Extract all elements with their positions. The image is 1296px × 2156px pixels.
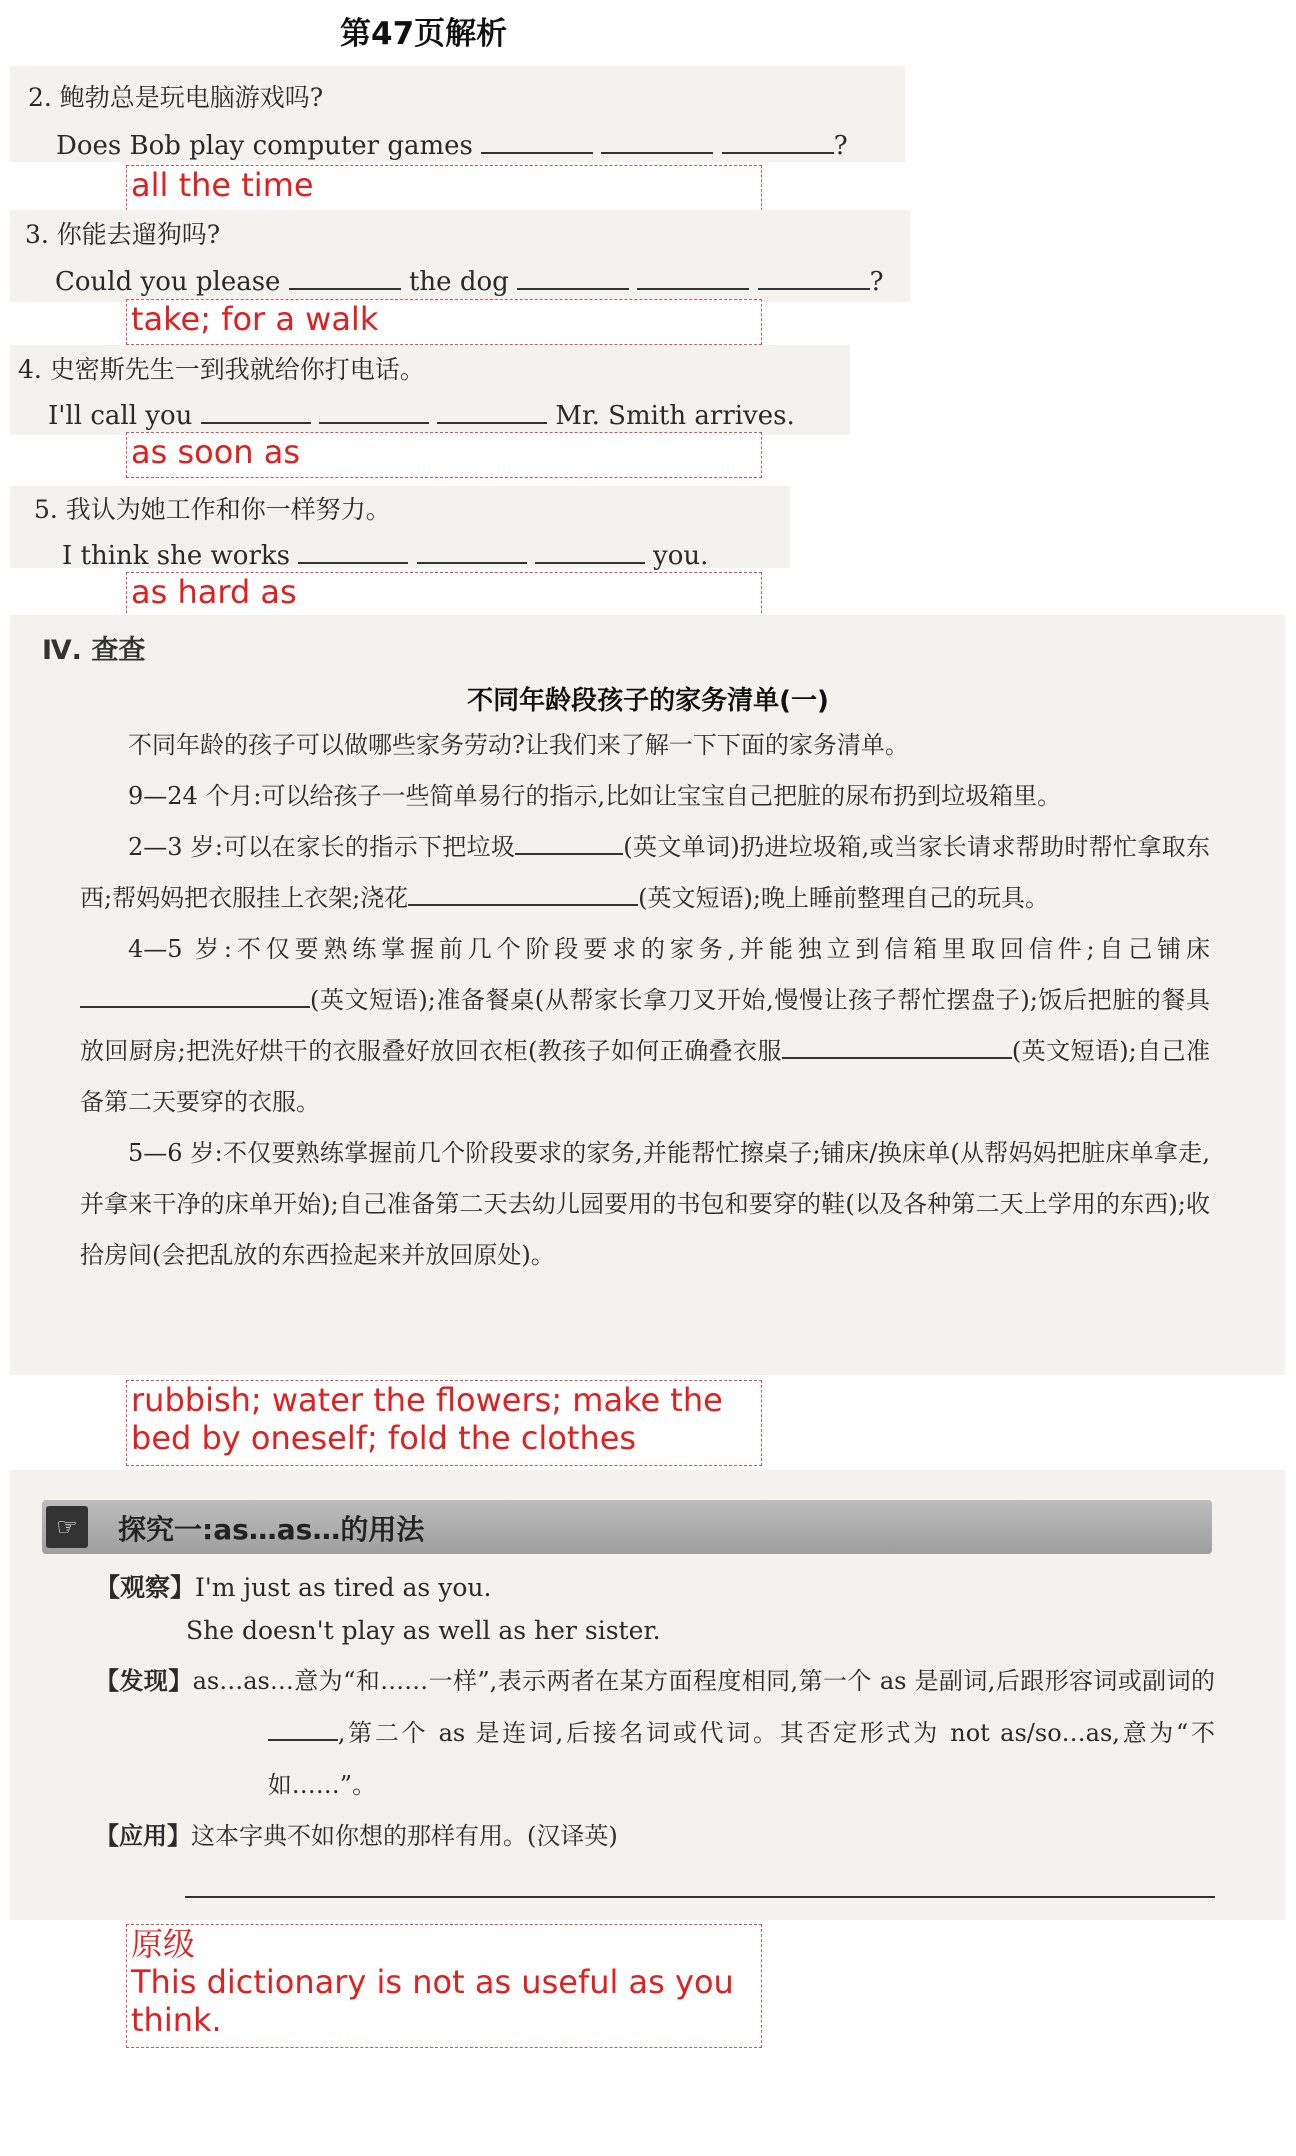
question-zh: 5. 我认为她工作和你一样努力。: [34, 495, 391, 524]
question-en: [56, 130, 848, 161]
text-part: as…as…意为“和……一样”,表示两者在某方面程度相同,第一个 as 是副词,后跟形容词或副词的: [192, 1667, 1215, 1695]
apply-label: 【应用】: [95, 1822, 191, 1850]
question-en-end: ?: [869, 267, 884, 297]
observe-label: 【观察】: [95, 1573, 196, 1602]
answer-box: [126, 1924, 762, 2048]
find-text: [95, 1655, 1215, 1811]
section-heading: Ⅳ. 查查: [42, 635, 146, 666]
paragraph: 5—6 岁:不仅要熟练掌握前几个阶段要求的家务,并能帮忙擦桌子;铺床/换床单(从帮妈妈把脏床单拿走,并拿来干净的床单开始);自己准备第二天去幼儿园要用的书包和要穿的鞋(以及各种第二天上学用的东西);收拾房间(会把乱放的东西捡起来并放回原处)。: [80, 1139, 1210, 1269]
question-zh: 4. 史密斯先生一到我就给你打电话。: [18, 355, 425, 384]
question-en-end: you.: [653, 541, 709, 571]
question-zh: 2. 鲍勃总是玩电脑游戏吗?: [28, 83, 324, 112]
question-en-start: Does Bob play computer games: [56, 131, 473, 161]
question-en-start: I'll call you: [48, 401, 193, 431]
question-en-end: ?: [833, 131, 848, 161]
text-part: ,第二个 as 是连词,后接名词或代词。其否定形式为 not as/so…as,意为“不如……”。: [267, 1719, 1215, 1799]
answer-line: [185, 1896, 1215, 1898]
page-title: 第47页解析: [340, 16, 508, 52]
question-en-mid: the dog: [408, 267, 509, 297]
paragraph: [80, 822, 1210, 924]
question-en: [55, 266, 884, 297]
question-en: [62, 540, 708, 571]
text-part: (英文短语);准备餐桌(从帮家长拿刀叉开始,慢慢让孩子帮忙摆盘子);饭后把脏的餐具放回厨房;把洗好烘干的衣服叠好放回衣柜(教孩子如何正确叠衣服: [80, 986, 1210, 1065]
answer-box: as soon as: [126, 432, 762, 478]
question-en-start: Could you please: [55, 267, 281, 297]
question-en: [48, 400, 795, 431]
explore-heading: 探究一:as…as…的用法: [118, 1513, 425, 1546]
section-text: [80, 720, 1210, 1281]
observe-line: [95, 1568, 491, 1604]
answer-line-2: This dictionary is not as useful as you think.: [131, 1963, 734, 2039]
paragraph: 9—24 个月:可以给孩子一些简单易行的指示,比如让宝宝自己把脏的尿布扔到垃圾箱里。: [128, 782, 1062, 810]
question-en-start: I think she works: [62, 541, 290, 571]
text-part: 2—3 岁:可以在家长的指示下把垃圾: [128, 833, 516, 861]
observe-example-2: She doesn't play as well as her sister.: [186, 1616, 661, 1645]
observe-example-1: I'm just as tired as you.: [195, 1573, 492, 1602]
question-en-end: Mr. Smith arrives.: [555, 401, 795, 431]
answer-box: take; for a walk: [126, 299, 762, 345]
paragraph: 不同年龄的孩子可以做哪些家务劳动?让我们来了解一下下面的家务清单。: [128, 731, 909, 759]
apply-text: 这本字典不如你想的那样有用。(汉译英): [191, 1822, 618, 1850]
text-part: (英文短语);自己准备第二天要穿的衣服。: [80, 1037, 1210, 1116]
section-title: 不同年龄段孩子的家务清单(一): [467, 686, 829, 716]
text-part: (英文短语);晚上睡前整理自己的玩具。: [638, 884, 1049, 912]
apply-line: [95, 1816, 618, 1851]
text-part: (英文单词)扔进垃圾箱,或当家长请求帮助时帮忙拿取东西;帮妈妈把衣服挂上衣架;浇花: [80, 833, 1210, 912]
paragraph: [80, 924, 1210, 1128]
answer-box: as hard as: [126, 572, 762, 618]
find-label: 【发现】: [95, 1667, 193, 1695]
answer-box: rubbish; water the flowers; make the bed by oneself; fold the clothes: [126, 1380, 762, 1466]
pointing-hand-icon: ☞: [46, 1506, 88, 1548]
answer-line-1: 原级: [131, 1925, 196, 1963]
question-zh: 3. 你能去遛狗吗?: [25, 220, 221, 249]
answer-box: all the time: [126, 165, 762, 211]
text-part: 4—5 岁:不仅要熟练掌握前几个阶段要求的家务,并能独立到信箱里取回信件;自己铺床: [128, 935, 1210, 963]
